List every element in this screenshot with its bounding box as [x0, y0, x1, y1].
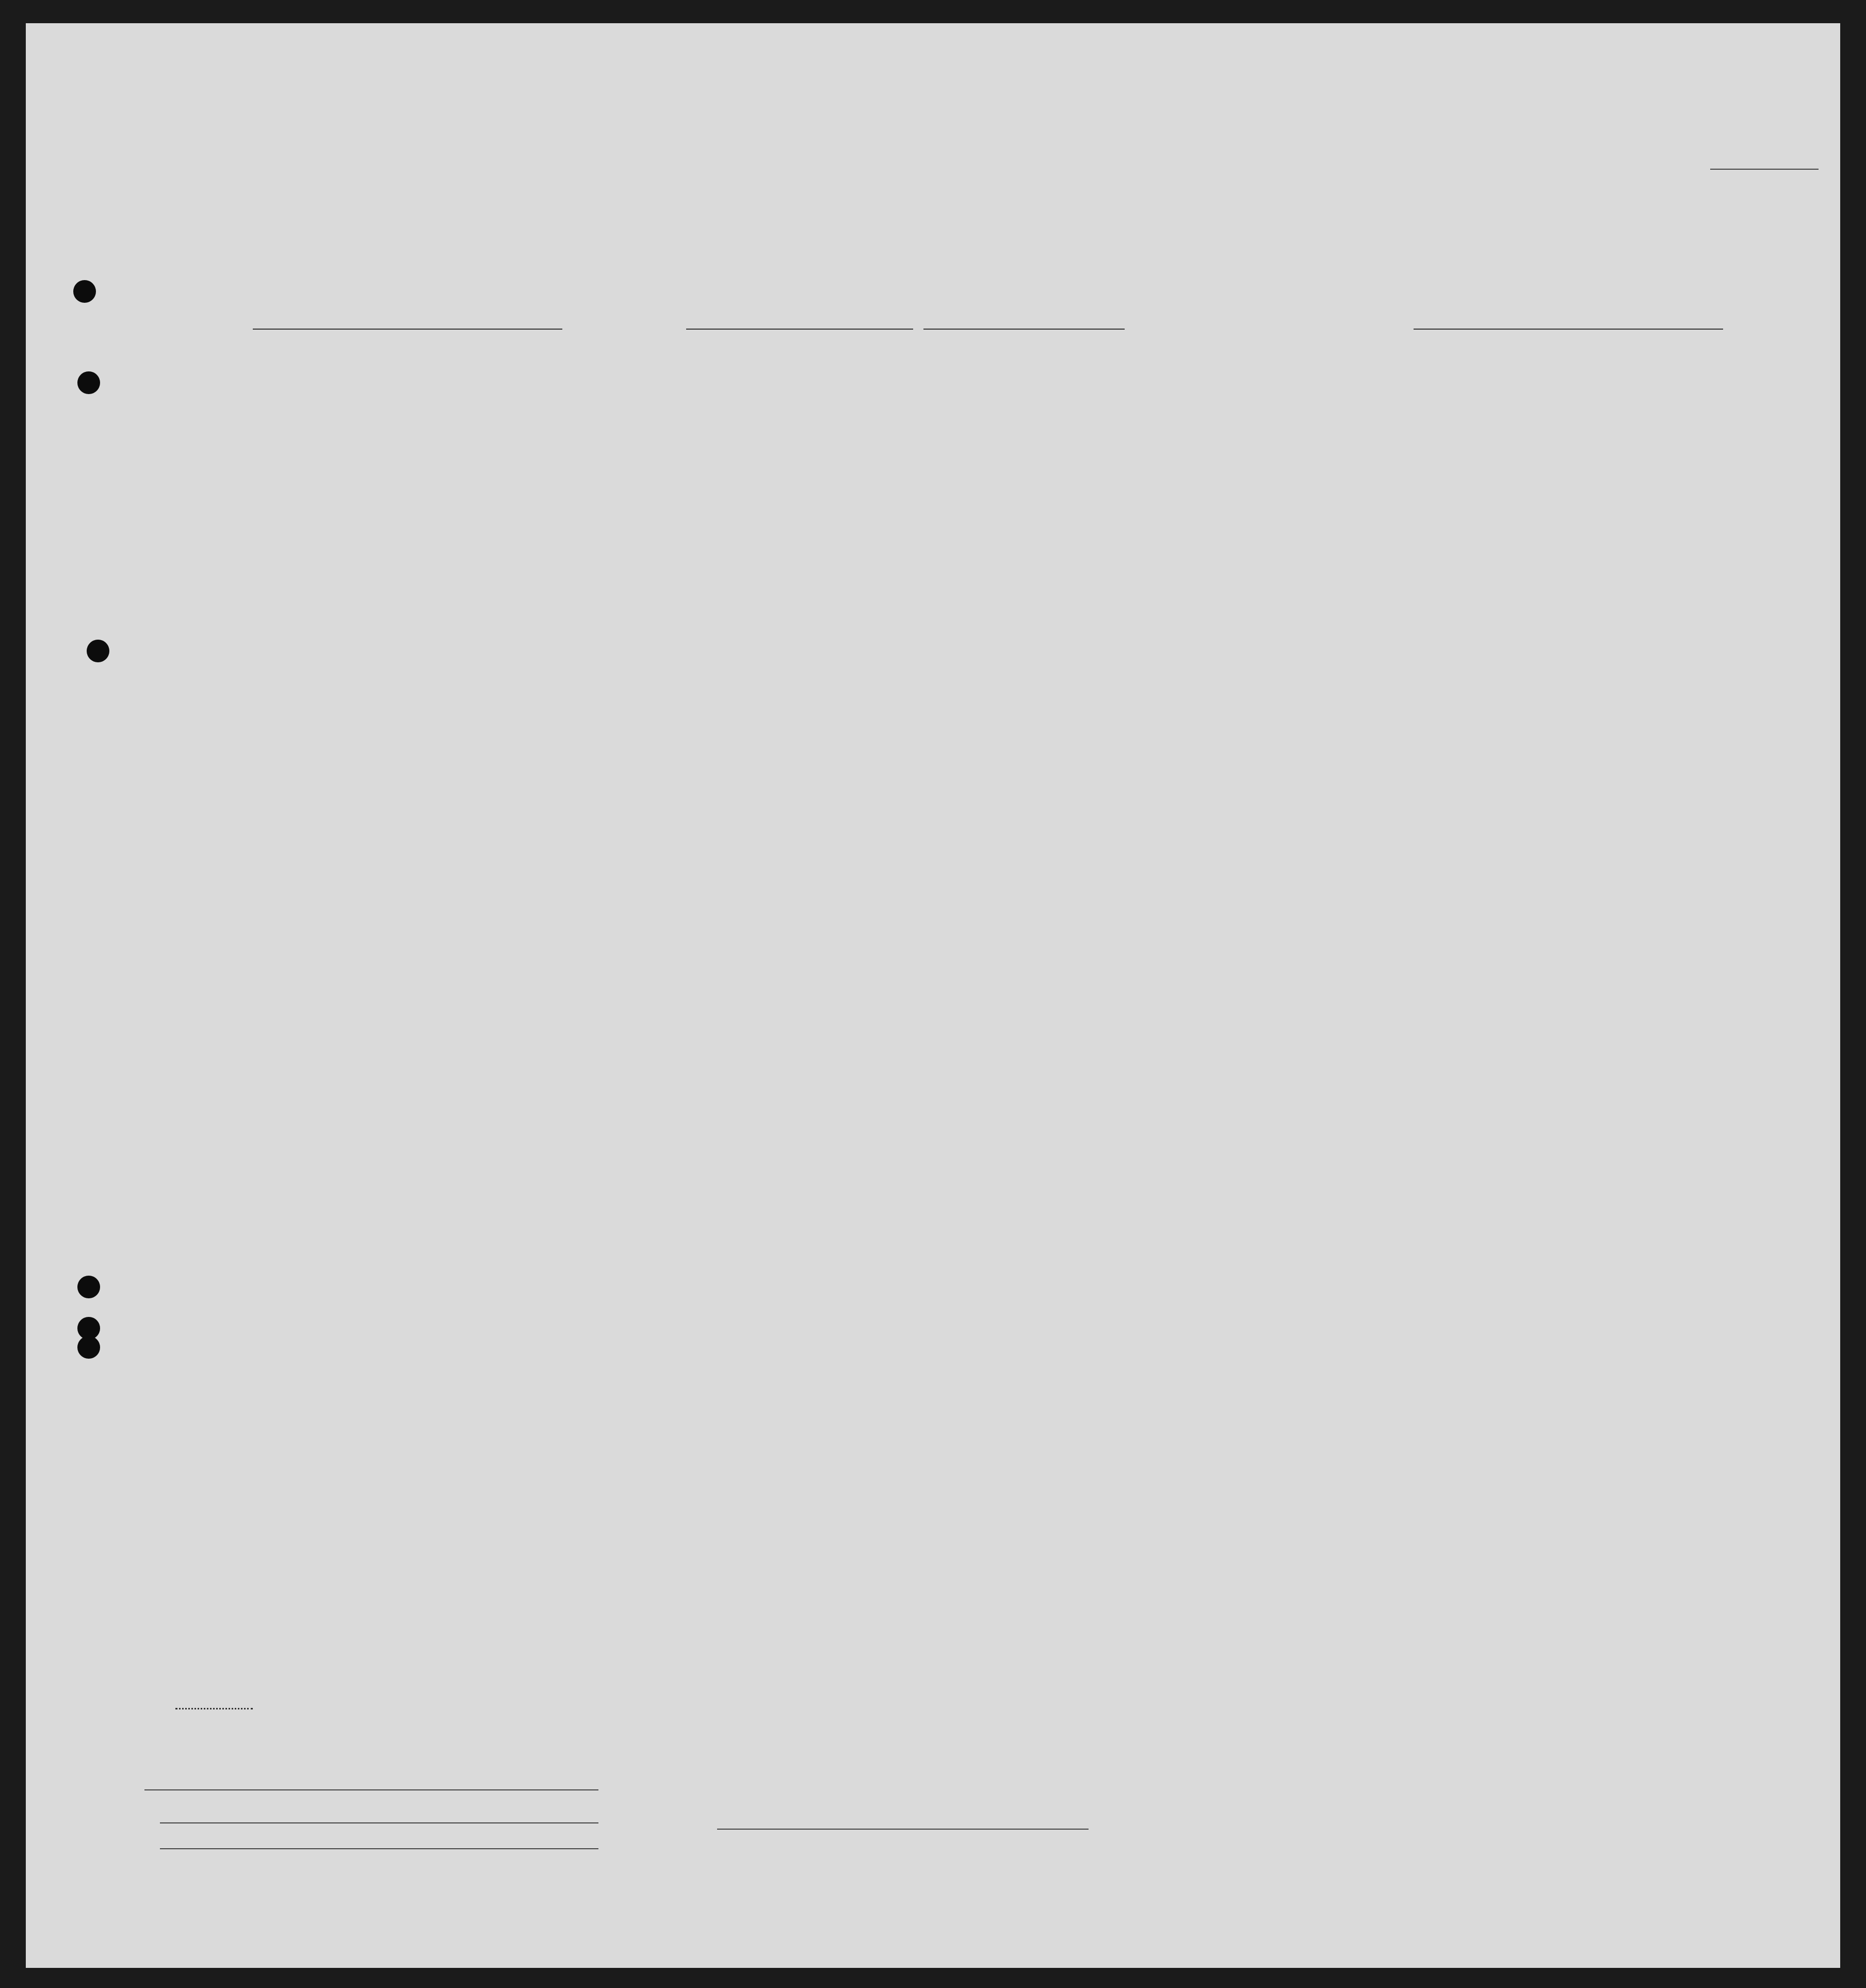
- vessel-line: [26, 271, 1840, 312]
- punch-hole: [77, 371, 100, 394]
- punch-hole: [87, 640, 109, 662]
- owners-underline: [160, 1822, 598, 1823]
- inspector-signature-line: [717, 1829, 1089, 1830]
- sheet-number-line: [1710, 169, 1819, 170]
- punch-hole: [77, 1276, 100, 1298]
- punch-hole: [77, 1336, 100, 1359]
- line-underline: [144, 1789, 598, 1790]
- manifest-sheet: [26, 23, 1840, 1968]
- closing-line: [175, 1689, 253, 1715]
- crew-table: [119, 327, 1744, 1730]
- agents-underline: [160, 1848, 598, 1849]
